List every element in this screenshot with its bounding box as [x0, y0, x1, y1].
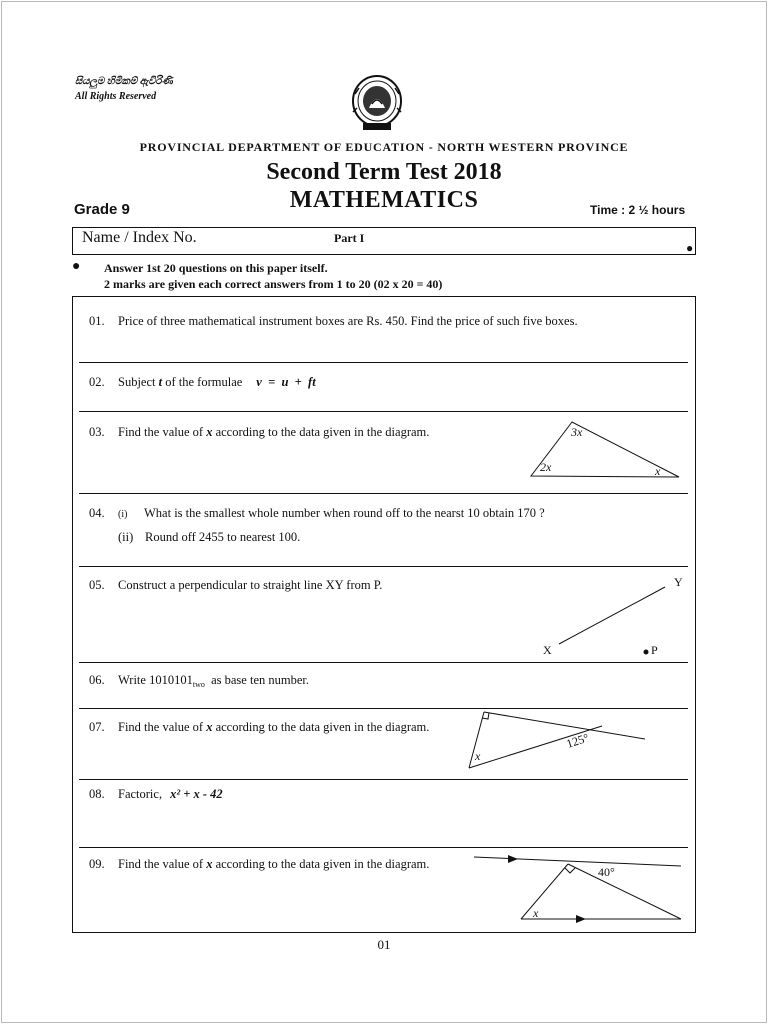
question-text: What is the smallest whole number when round off to the nearst 10 obtain 170 ?: [144, 506, 545, 520]
formula: v = u + ft: [256, 375, 316, 389]
question-number: 05.: [89, 578, 105, 592]
answer-line-02: [79, 411, 688, 412]
department-title: PROVINCIAL DEPARTMENT OF EDUCATION - NORTH WESTERN PROVINCE: [139, 140, 629, 154]
instruction-bullet: ●: [72, 259, 81, 274]
angle-label-x: x: [533, 906, 539, 920]
question-text: Round off 2455 to nearest 100.: [145, 530, 301, 544]
question-04-ii: [118, 530, 300, 545]
answer-line-04: [79, 566, 688, 567]
question-number: 01.: [89, 314, 105, 328]
question-text: Subject: [118, 375, 159, 389]
question-07: [89, 720, 429, 735]
answer-line-01: [79, 362, 688, 363]
angle-label-right: x: [655, 464, 661, 478]
sub-question-label: (i): [118, 509, 128, 520]
answer-line-07: [79, 779, 688, 780]
question-variable: x: [206, 857, 213, 871]
name-index-label: Name / Index No.: [82, 229, 197, 246]
question-variable: x: [206, 720, 213, 734]
part-label: Part I: [334, 231, 365, 245]
question-02: [89, 375, 316, 390]
question-text: according to the data given in the diagram.: [212, 857, 430, 871]
line-xy-diagram: [530, 570, 690, 660]
question-09: [89, 857, 429, 872]
question-variable: t: [158, 375, 163, 389]
time-label: Time : 2 ½ hours: [590, 203, 686, 217]
question-text: according to the data given in the diagram.: [212, 425, 430, 439]
angle-label-top: 3x: [571, 425, 583, 439]
question-05: [89, 578, 382, 593]
triangle-diagram-q07: [462, 706, 652, 772]
question-number: 06.: [89, 673, 105, 687]
provincial-emblem-icon: [351, 74, 403, 132]
sinhala-rights-text: සියලුම හිමිකම් ඇවිරිණි: [75, 76, 173, 87]
question-06: [89, 673, 309, 689]
question-04: [89, 506, 545, 521]
instruction-line-2: 2 marks are given each correct answers from 1 to 20 (02 x 20 = 40): [104, 277, 443, 291]
angle-label-125: 125°: [564, 730, 591, 751]
question-text: Factoric,: [118, 787, 163, 801]
point-p-label: P: [651, 643, 658, 657]
question-text: Price of three mathematical instrument boxes are Rs. 450. Find the price of such five boxes.: [118, 314, 578, 328]
formula: x² + x - 42: [170, 787, 223, 801]
question-variable: x: [206, 425, 213, 439]
question-number: 03.: [89, 425, 105, 439]
question-text: Write 1010101: [118, 673, 193, 687]
question-text: Find the value of: [118, 425, 207, 439]
subject-title: MATHEMATICS: [289, 187, 479, 213]
question-number: 07.: [89, 720, 105, 734]
question-number: 02.: [89, 375, 105, 389]
point-y-label: Y: [674, 575, 683, 589]
question-text: according to the data given in the diagram.: [212, 720, 430, 734]
triangle-diagram-q03: [520, 418, 690, 484]
instruction-line-1: Answer 1st 20 questions on this paper itself.: [104, 261, 328, 275]
angle-label-left: 2x: [540, 460, 552, 474]
question-text: Construct a perpendicular to straight line XY from P.: [118, 578, 383, 592]
question-number: 08.: [89, 787, 105, 801]
angle-label-x: x: [475, 749, 481, 763]
angle-label-40: 40°: [598, 865, 615, 879]
page-number: 01: [377, 937, 391, 952]
question-text: Find the value of: [118, 720, 207, 734]
question-03: [89, 425, 429, 440]
grade-label: Grade 9: [74, 201, 130, 218]
all-rights-reserved: All Rights Reserved: [75, 91, 157, 102]
test-title: Second Term Test 2018: [266, 159, 502, 185]
question-number: 09.: [89, 857, 105, 871]
sub-question-label: (ii): [118, 530, 134, 544]
parallel-lines-diagram-q09: [470, 850, 690, 926]
question-text: as base ten number.: [204, 673, 309, 687]
answer-line-08: [79, 847, 688, 848]
question-text: of the formulae: [162, 375, 243, 389]
point-x-label: X: [543, 643, 552, 657]
name-box-dot: ●: [686, 241, 694, 255]
base-subscript: two: [192, 680, 205, 689]
question-08: [89, 787, 223, 802]
question-01: [89, 314, 578, 329]
question-number: 04.: [89, 506, 105, 520]
answer-line-03: [79, 493, 688, 494]
answer-line-05: [79, 662, 688, 663]
question-text: Find the value of: [118, 857, 207, 871]
